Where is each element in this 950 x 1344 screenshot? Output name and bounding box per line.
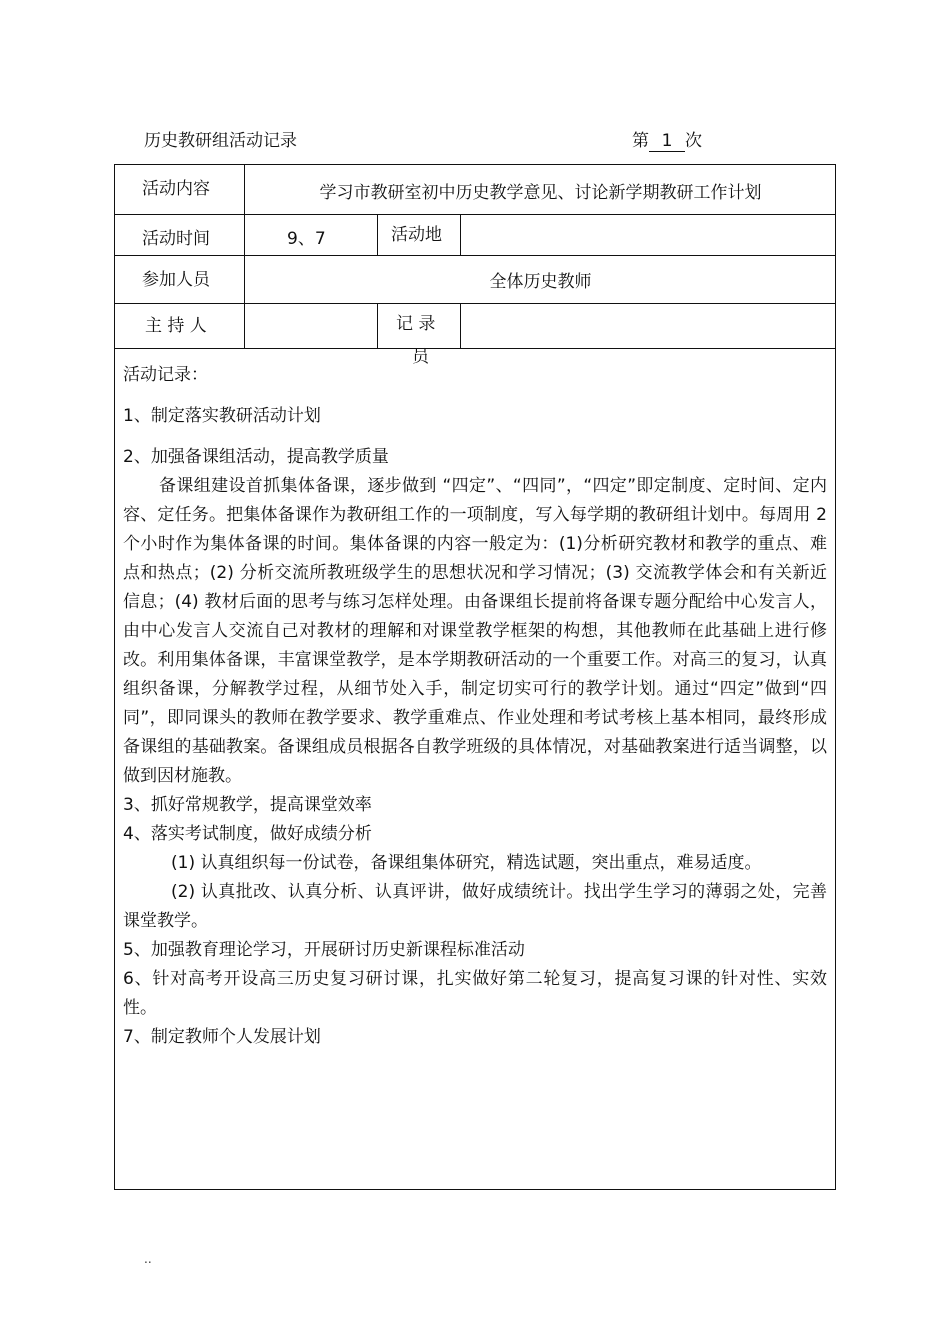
record-item-7: 7、制定教师个人发展计划 — [123, 1027, 321, 1047]
activity-record-body — [123, 361, 827, 1052]
footer-dots: .. — [144, 1252, 152, 1266]
host-label: 主 持 人 — [145, 316, 207, 336]
page-title: 历史教研组活动记录 — [144, 131, 297, 151]
record-item-6: 6、针对高考开设高三历史复习研讨课，扎实做好第二轮复习，提高复习课的针对性、实效性。 — [123, 969, 827, 1018]
count-suffix: 次 — [685, 131, 702, 151]
place-label: 活动地 — [391, 225, 442, 245]
time-label: 活动时间 — [142, 229, 210, 249]
column-divider — [460, 214, 461, 255]
record-item-1: 1、制定落实教研活动计划 — [123, 406, 321, 426]
row-divider — [115, 255, 835, 256]
record-item-4-sub-1: (1) 认真组织每一份试卷，备课组集体研究，精选试题，突出重点，难易适度。 — [171, 853, 762, 873]
recorder-label: 记 录 — [396, 314, 436, 334]
row-divider — [115, 303, 835, 304]
recorder-label-continued: 员 — [412, 347, 429, 367]
content-value: 学习市教研室初中历史教学意见、讨论新学期教研工作计划 — [319, 183, 762, 203]
record-item-2-body: 备课组建设首抓集体备课，逐步做到 “四定”、“四同”，“四定”即定制度、定时间、定内容、定任务。把集体备课作为教研组工作的一项制度，写入每学期的教研组计划中。每周用 2 个小时作为集体备课的时间。集体备课的内容一般定为：(1)分析研究教材和教学的重点、难点和热点；(2) 分析交流所教班级学生的思想状况和学习情况；(3) 交流教学体会和有关新近信息；(4) 教材后面的思考与练习怎样处理。由备课组长提前将备课专题分配给中心发言人，由中心发言人交流自己对教材的理解和对课堂教学框架的构想，其他教师在此基础上进行修改。利用集体备课，丰富课堂教学，是本学期教研活动的一个重要工作。对高三的复习，认真组织备课，分解教学过程，从细节处入手，制定切实可行的教学计划。通过“四定”做到“四同”，即同课头的教师在教学要求、教学重难点、作业处理和考试考核上基本相同，最终形成备课组的基础教案。备课组成员根据各自教学班级的具体情况，对基础教案进行适当调整，以做到因材施教。 — [123, 476, 827, 786]
row-divider — [115, 348, 835, 349]
count-prefix: 第 — [632, 131, 649, 151]
record-item-4-sub-2: (2) 认真批改、认真分析、认真评讲，做好成绩统计。找出学生学习的薄弱之处，完善课堂教学。 — [123, 882, 827, 931]
content-label: 活动内容 — [142, 179, 210, 199]
record-item-2: 2、加强备课组活动，提高教学质量 — [123, 447, 389, 467]
count-value: 1 — [649, 131, 685, 152]
time-value: 9、7 — [287, 229, 326, 249]
row-divider — [115, 214, 835, 215]
column-divider — [377, 214, 378, 255]
column-divider — [377, 303, 378, 348]
record-item-4: 4、落实考试制度，做好成绩分析 — [123, 824, 372, 844]
record-item-3: 3、抓好常规教学，提高课堂效率 — [123, 795, 372, 815]
participants-label: 参加人员 — [142, 270, 210, 290]
record-item-5: 5、加强教育理论学习，开展研讨历史新课程标准活动 — [123, 940, 525, 960]
participants-value: 全体历史教师 — [489, 272, 592, 292]
record-heading: 活动记录： — [123, 365, 208, 385]
session-count — [632, 126, 702, 152]
activity-record-form — [114, 164, 836, 1190]
column-divider — [460, 303, 461, 348]
page-header — [0, 126, 950, 156]
